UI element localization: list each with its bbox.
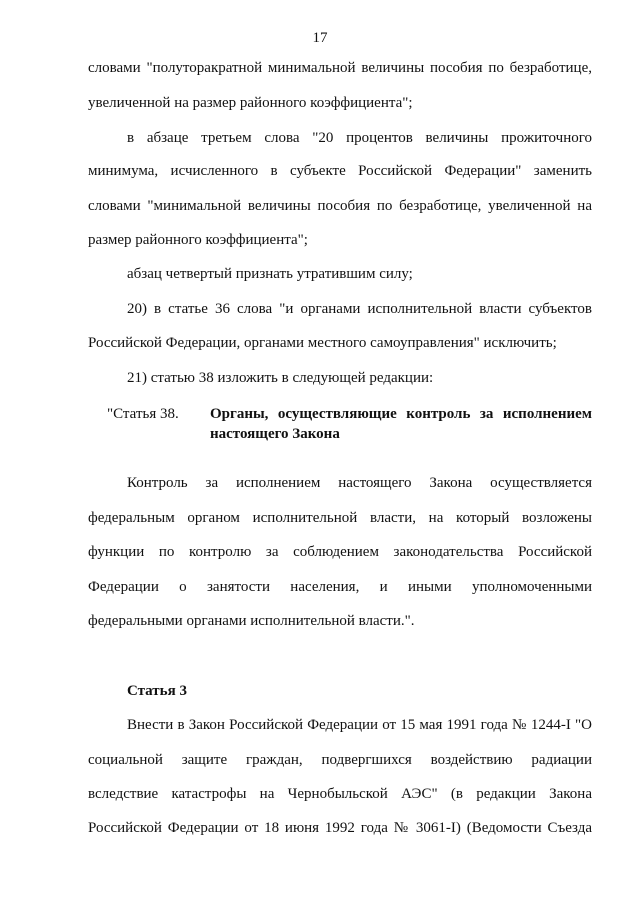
article-3-heading: Статья 3 bbox=[127, 683, 187, 699]
article-38-number: "Статья 38. bbox=[107, 406, 179, 422]
text-line: 21) статью 38 изложить в следующей редакции: bbox=[127, 370, 434, 386]
text-line: 20) в статье 36 слова "и органами исполнительной власти субъектов bbox=[127, 301, 592, 317]
text-line: увеличенной на размер районного коэффициента"; bbox=[88, 95, 413, 111]
page-number: 17 bbox=[312, 30, 328, 46]
article-38-title-continued: настоящего Закона bbox=[210, 426, 340, 442]
text-line: в абзаце третьем слова "20 процентов величины прожиточного bbox=[127, 130, 592, 146]
text-line: вследствие катастрофы на Чернобыльской АЭС" (в редакции Закона bbox=[88, 786, 592, 802]
text-line: абзац четвертый признать утратившим силу; bbox=[127, 266, 413, 282]
text-line: Российской Федерации от 18 июня 1992 года № 3061-I) (Ведомости Съезда bbox=[88, 820, 592, 836]
text-line: функции по контролю за соблюдением законодательства Российской bbox=[88, 544, 592, 560]
text-line: словами "минимальной величины пособия по безработице, увеличенной на bbox=[88, 198, 592, 214]
text-line: федеральным органом исполнительной власти, на который возложены bbox=[88, 510, 592, 526]
text-line: словами "полуторакратной минимальной величины пособия по безработице, bbox=[88, 60, 592, 76]
text-line: Контроль за исполнением настоящего Закона осуществляется bbox=[127, 475, 592, 491]
text-line: Федерации о занятости населения, и иными уполномоченными bbox=[88, 579, 592, 595]
text-line: Российской Федерации, органами местного самоуправления" исключить; bbox=[88, 335, 557, 351]
text-line: социальной защите граждан, подвергшихся воздействию радиации bbox=[88, 752, 592, 768]
text-line: размер районного коэффициента"; bbox=[88, 232, 308, 248]
text-line: Внести в Закон Российской Федерации от 15 мая 1991 года № 1244-I "О bbox=[127, 717, 592, 733]
text-line: федеральными органами исполнительной власти.". bbox=[88, 613, 415, 629]
text-line: минимума, исчисленного в субъекте Российской Федерации" заменить bbox=[88, 163, 592, 179]
article-38-title: Органы, осуществляющие контроль за исполнением bbox=[210, 406, 592, 422]
